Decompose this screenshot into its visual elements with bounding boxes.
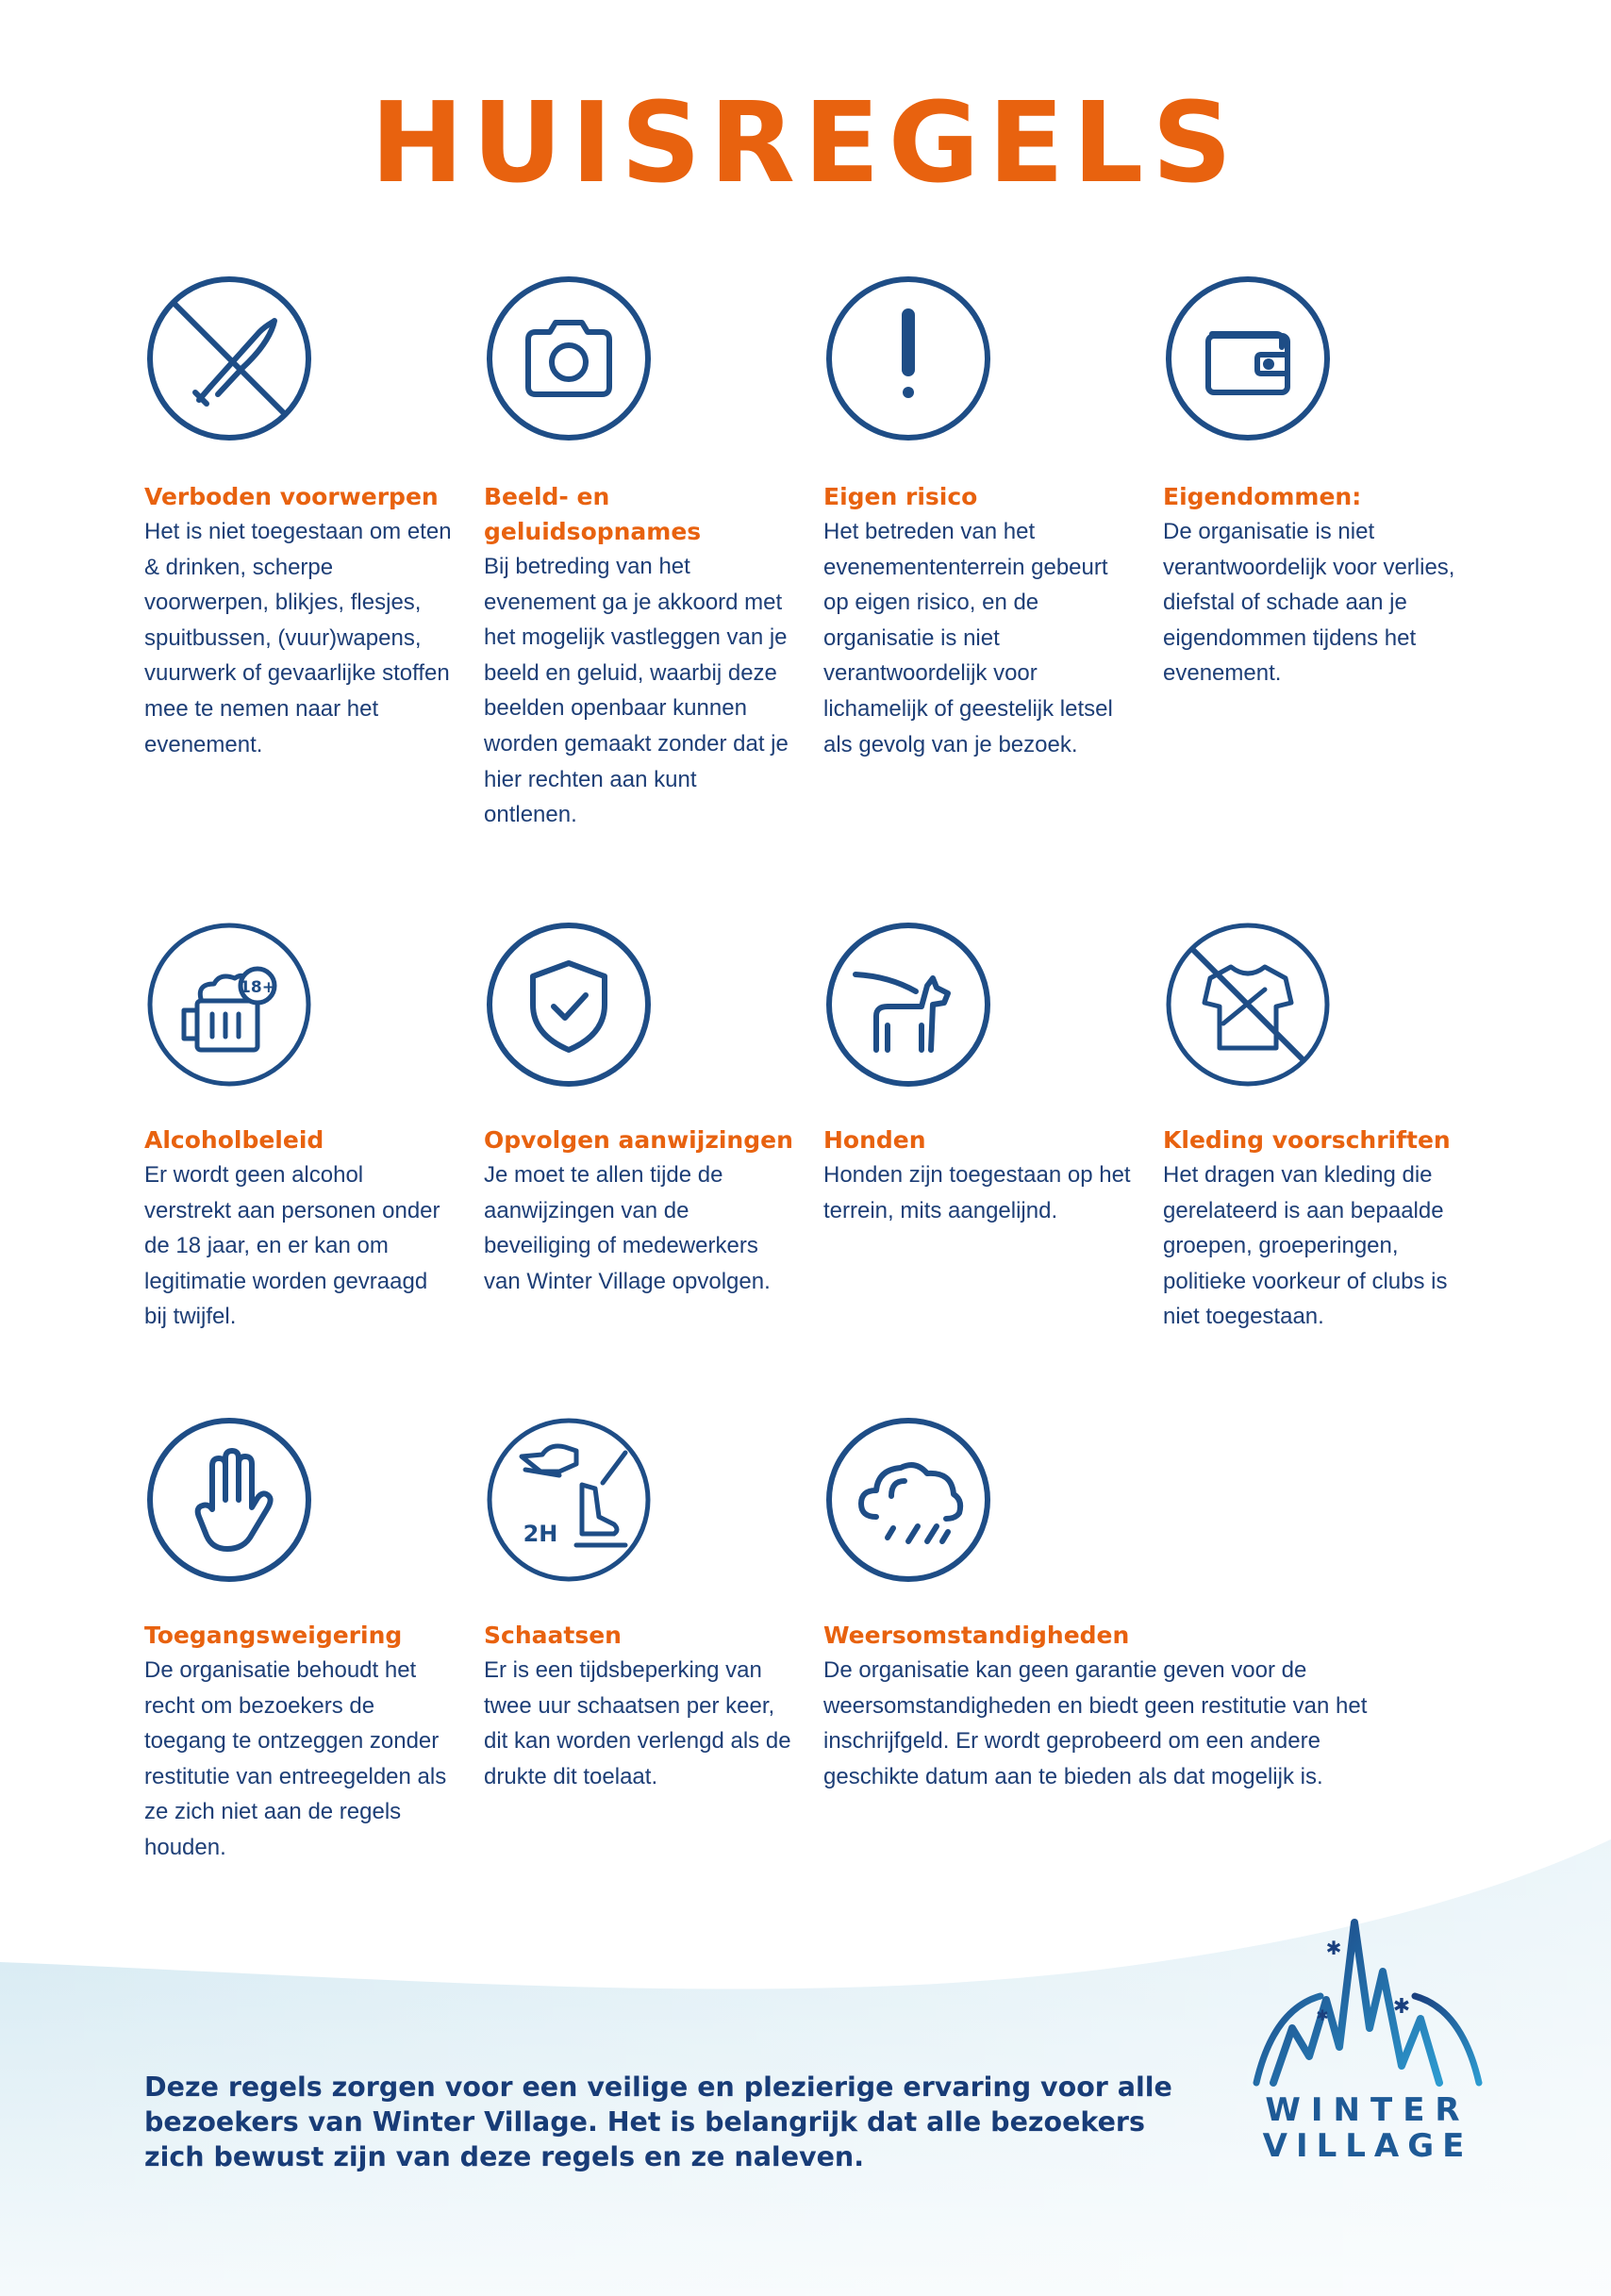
rule-text: Het dragen van kleding die gerelateerd is aan bepaalde groepen, groeperingen, politieke voorkeur of clubs is niet toegestaan. xyxy=(1163,1162,1448,1330)
no-knife-icon xyxy=(144,274,314,443)
logo-line-winter: WINTER xyxy=(1265,2091,1470,2129)
svg-text:✱: ✱ xyxy=(1325,1937,1342,1959)
winter-village-logo xyxy=(1236,1915,1500,2170)
svg-text:18+: 18+ xyxy=(240,978,275,997)
rule-weersomstandigheden xyxy=(823,1618,1389,1794)
ice-skate-icon xyxy=(484,1415,654,1585)
rule-opvolgen-aanwijzingen xyxy=(484,1123,795,1299)
rule-title: Beeld- en geluidsopnames xyxy=(484,483,702,545)
wallet-icon xyxy=(1163,274,1333,443)
rule-title: Eigen risico xyxy=(823,483,978,510)
dog-leash-icon xyxy=(823,920,993,1090)
rule-alcoholbeleid xyxy=(144,1123,456,1335)
beer-18-plus-icon xyxy=(144,920,314,1090)
rule-schaatsen xyxy=(484,1618,795,1794)
rule-title: Alcoholbeleid xyxy=(144,1126,324,1154)
rain-cloud-icon xyxy=(823,1415,993,1585)
rule-text: De organisatie is niet verantwoordelijk voor verlies, diefstal of schade aan je eigendommen tijdens het evenement. xyxy=(1163,519,1455,687)
logo-line-village: VILLAGE xyxy=(1262,2127,1473,2165)
no-jersey-icon xyxy=(1163,920,1333,1090)
rule-text: Er wordt geen alcohol verstrekt aan personen onder de 18 jaar, en er kan om legitimatie worden gevraagd bij twijfel. xyxy=(144,1162,440,1330)
camera-icon xyxy=(484,274,654,443)
rule-text: De organisatie kan geen garantie geven voor de weersomstandigheden en biedt geen restitutie van het inschrijfgeld. Er wordt geprobeerd om een andere geschikte datum aan te bieden als dat mogelijk is. xyxy=(823,1657,1368,1789)
rule-title: Eigendommen: xyxy=(1163,483,1362,510)
rule-text: Bij betreding van het evenement ga je akkoord met het mogelijk vastleggen van je beeld en geluid, waarbij deze beelden openbaar kunnen worden gemaakt zonder dat je hier rechten aan kunt ontlenen. xyxy=(484,554,789,828)
svg-text:✱: ✱ xyxy=(1316,2006,1329,2024)
hand-stop-icon xyxy=(144,1415,314,1585)
rule-text: Het betreden van het evenemententerrein gebeurt op eigen risico, en de organisatie is niet verantwoordelijk voor lichamelijk of geestelijk letsel als gevolg van je bezoek. xyxy=(823,519,1113,757)
svg-text:✱: ✱ xyxy=(1392,1995,1411,2019)
rule-title: Schaatsen xyxy=(484,1622,622,1649)
rule-title: Opvolgen aanwijzingen xyxy=(484,1126,793,1154)
rule-title: Weersomstandigheden xyxy=(823,1622,1130,1649)
footer-text: Deze regels zorgen voor een veilige en plezierige ervaring voor alle bezoekers van Winter Village. Het is belangrijk dat alle bezoekers zich bewust zijn van deze regels en ze naleven. xyxy=(144,2071,1172,2172)
rule-kleding-voorschriften xyxy=(1163,1123,1474,1335)
rule-text: Er is een tijdsbeperking van twee uur schaatsen per keer, dit kan worden verlengd als de drukte dit toelaat. xyxy=(484,1657,791,1789)
rule-honden xyxy=(823,1123,1135,1228)
shield-check-icon xyxy=(484,920,654,1090)
rule-text: Je moet te allen tijde de aanwijzingen van de beveiliging of medewerkers van Winter Village opvolgen. xyxy=(484,1162,771,1294)
page-title: HUISREGELS xyxy=(370,77,1241,208)
rule-title: Verboden voorwerpen xyxy=(144,483,439,510)
rule-eigen-risico xyxy=(823,479,1135,762)
rule-title: Toegangsweigering xyxy=(144,1622,403,1649)
rule-text: De organisatie behoudt het recht om bezoekers de toegang te ontzeggen zonder restitutie van entreegelden als ze zich niet aan de regels houden. xyxy=(144,1657,447,1860)
rule-title: Kleding voorschriften xyxy=(1163,1126,1451,1154)
skate-time-label: 2H xyxy=(523,1521,558,1547)
exclamation-icon xyxy=(823,274,993,443)
rule-verboden-voorwerpen xyxy=(144,479,456,762)
rule-eigendommen xyxy=(1163,479,1474,691)
rule-beeld-en-geluidsopnames xyxy=(484,479,795,833)
rule-text: Honden zijn toegestaan op het terrein, mits aangelijnd. xyxy=(823,1162,1131,1223)
rule-toegangsweigering xyxy=(144,1618,456,1866)
rule-text: Het is niet toegestaan om eten & drinken, scherpe voorwerpen, blikjes, flesjes, spuitbussen, (vuur)wapens, vuurwerk of gevaarlijke stoffen mee te nemen naar het evenement. xyxy=(144,519,452,757)
rule-title: Honden xyxy=(823,1126,926,1154)
